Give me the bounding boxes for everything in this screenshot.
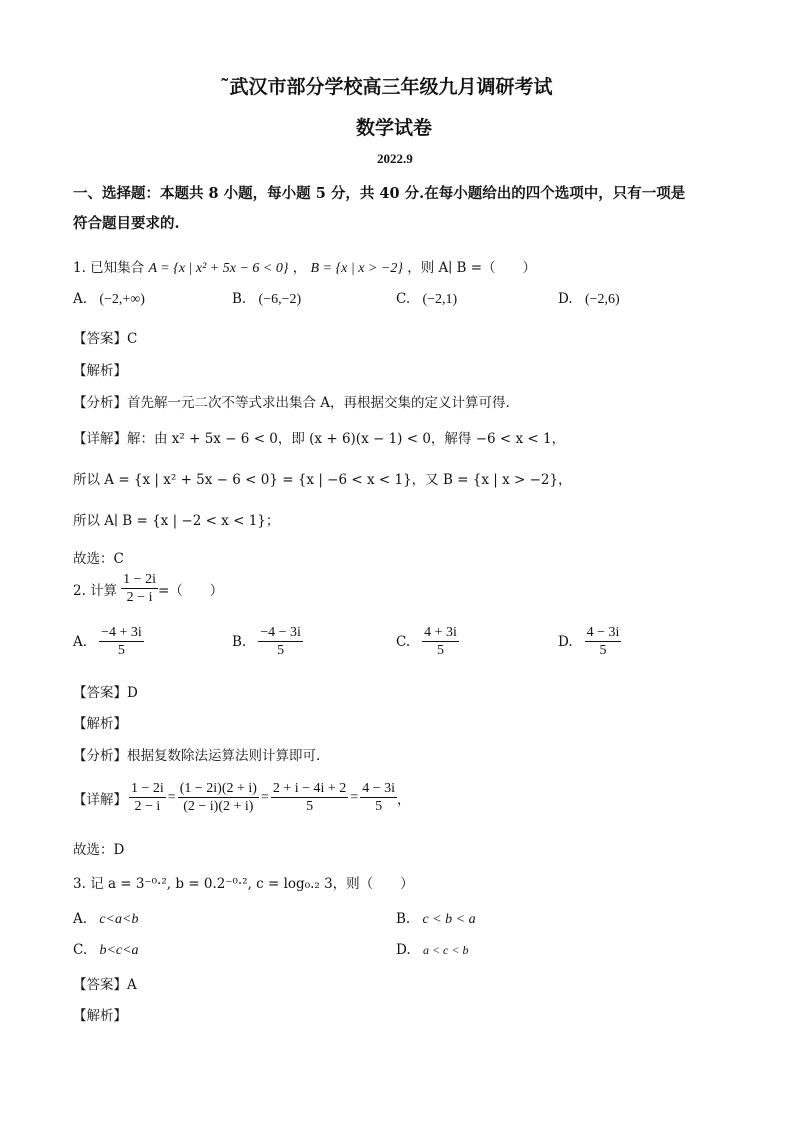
q1-set-a: A = {x | x² + 5x − 6 < 0} [148,261,289,276]
q1-analysis-head: 【解析】 [73,363,127,379]
option-text: c < b < a [422,912,476,927]
q1-xiangjie: 【详解】解：由 x² + 5x − 6 < 0，即 (x + 6)(x − 1) < 0，解得 −6 < x < 1， [73,431,566,447]
section-heading-line1: 一、选择题：本题共 8 小题，每小题 5 分，共 40 分.在每小题给出的四个选项中，只有一项是 [73,185,686,202]
option-text: (−2,1) [422,292,458,307]
q2-xiangjie-label: 【详解】 [73,791,127,808]
q2-fenxi: 【分析】根据复数除法运算法则计算即可. [73,748,321,764]
q2-option-c [396,624,459,659]
q1-prefix: 1. 已知集合 [73,260,145,276]
q1-choose: 故选：C [73,551,124,567]
q2-step-4 [360,780,397,815]
q1-comma: ， [292,260,307,276]
q1-set-b: B = {x | x > −2} [310,261,403,276]
equals-sign: = [350,789,359,805]
fraction-numerator: 4 − 3i [586,625,620,640]
fraction-numerator: −4 − 3i [260,625,301,640]
q2-option-b [232,624,303,659]
q3-answer: 【答案】A [73,977,137,993]
q2-step-2 [178,780,259,815]
q2-answer: 【答案】D [73,685,138,701]
fraction-numerator: 1 − 2i [123,572,156,587]
option-letter: A. [73,291,88,307]
option-letter: C. [396,291,411,307]
q1-answer: 【答案】C [73,331,138,347]
q3-option-b [396,911,476,928]
q2-choose: 故选：D [73,842,125,858]
fraction-denominator: 5 [117,643,125,658]
q1-option-c [396,291,457,308]
option-fraction [422,624,459,659]
fraction-denominator: 5 [375,799,383,814]
fraction-denominator: (2 − i)(2 + i) [183,799,254,814]
option-text: c<a<b [99,912,139,927]
fraction-denominator: 5 [599,643,607,658]
q2-fraction [121,571,158,606]
option-letter: D. [396,942,411,958]
q1-line3: 所以 A = {x | x² + 5x − 6 < 0} = {x | −6 < x < 1}，又 B = {x | x > −2}， [73,472,572,488]
fraction-denominator: 5 [437,643,445,658]
q2-suffix: =（ ） [157,582,224,599]
exam-title: ˜武汉市部分学校高三年级九月调研考试 [220,76,553,98]
section-heading-line2: 符合题目要求的. [73,215,180,232]
q2-xiangjie [73,780,411,815]
equals-sign: = [167,789,176,805]
q1-suffix: ，则 A∣ B =（ ） [407,260,537,276]
q3-option-a [73,911,138,928]
q2-option-a [73,624,144,659]
q2-step-3 [271,780,348,815]
option-letter: A. [73,633,88,650]
option-text: a < c < b [422,943,469,957]
option-letter: B. [396,911,411,927]
q1-option-a [73,291,145,308]
option-letter: D. [558,633,573,650]
equals-sign: = [260,789,269,805]
q1-stem [73,256,536,277]
option-text: b<c<a [99,943,139,958]
fraction-denominator: 5 [306,799,314,814]
option-letter: B. [232,633,247,650]
exam-subtitle: 数学试卷 [356,117,433,139]
option-text: (−2,6) [584,292,620,307]
q2-tail: ， [397,791,411,808]
fraction-denominator: 2 − i [126,590,153,605]
q2-prefix: 2. 计算 [73,582,118,599]
q3-option-c [73,942,139,959]
option-fraction [585,624,622,659]
fraction-numerator: (1 − 2i)(2 + i) [179,781,257,796]
q3-analysis-head: 【解析】 [73,1008,127,1024]
fraction-numerator: 1 − 2i [131,781,164,796]
option-text: (−6,−2) [258,292,302,307]
q1-fenxi: 【分析】首先解一元二次不等式求出集合 A，再根据交集的定义计算可得. [73,395,510,411]
fraction-denominator: 5 [277,643,285,658]
option-text: (−2,+∞) [99,292,145,307]
option-letter: C. [396,633,411,650]
q2-stem [73,571,223,606]
fraction-numerator: 4 + 3i [424,625,457,640]
option-letter: B. [232,291,247,307]
option-fraction [258,624,303,659]
fraction-numerator: 2 + i − 4i + 2 [272,781,347,796]
option-fraction [99,624,144,659]
exam-date: 2022.9 [377,151,413,166]
q1-option-b [232,291,301,308]
fraction-numerator: 4 − 3i [362,781,395,796]
option-letter: C. [73,942,88,958]
fraction-numerator: −4 + 3i [101,625,142,640]
option-letter: A. [73,911,88,927]
q1-option-d [558,291,620,308]
q2-analysis-head: 【解析】 [73,716,127,732]
q3-stem: 3. 记 a = 3⁻⁰·², b = 0.2⁻⁰·², c = log₀.₂ 3，则（ ） [73,876,414,892]
q3-option-d [396,942,468,958]
q2-step-1 [129,780,166,815]
q2-option-d [558,624,621,659]
q1-line4: 所以 A∣ B = {x | −2 < x < 1}； [73,513,280,529]
option-letter: D. [558,291,573,307]
fraction-denominator: 2 − i [134,799,161,814]
